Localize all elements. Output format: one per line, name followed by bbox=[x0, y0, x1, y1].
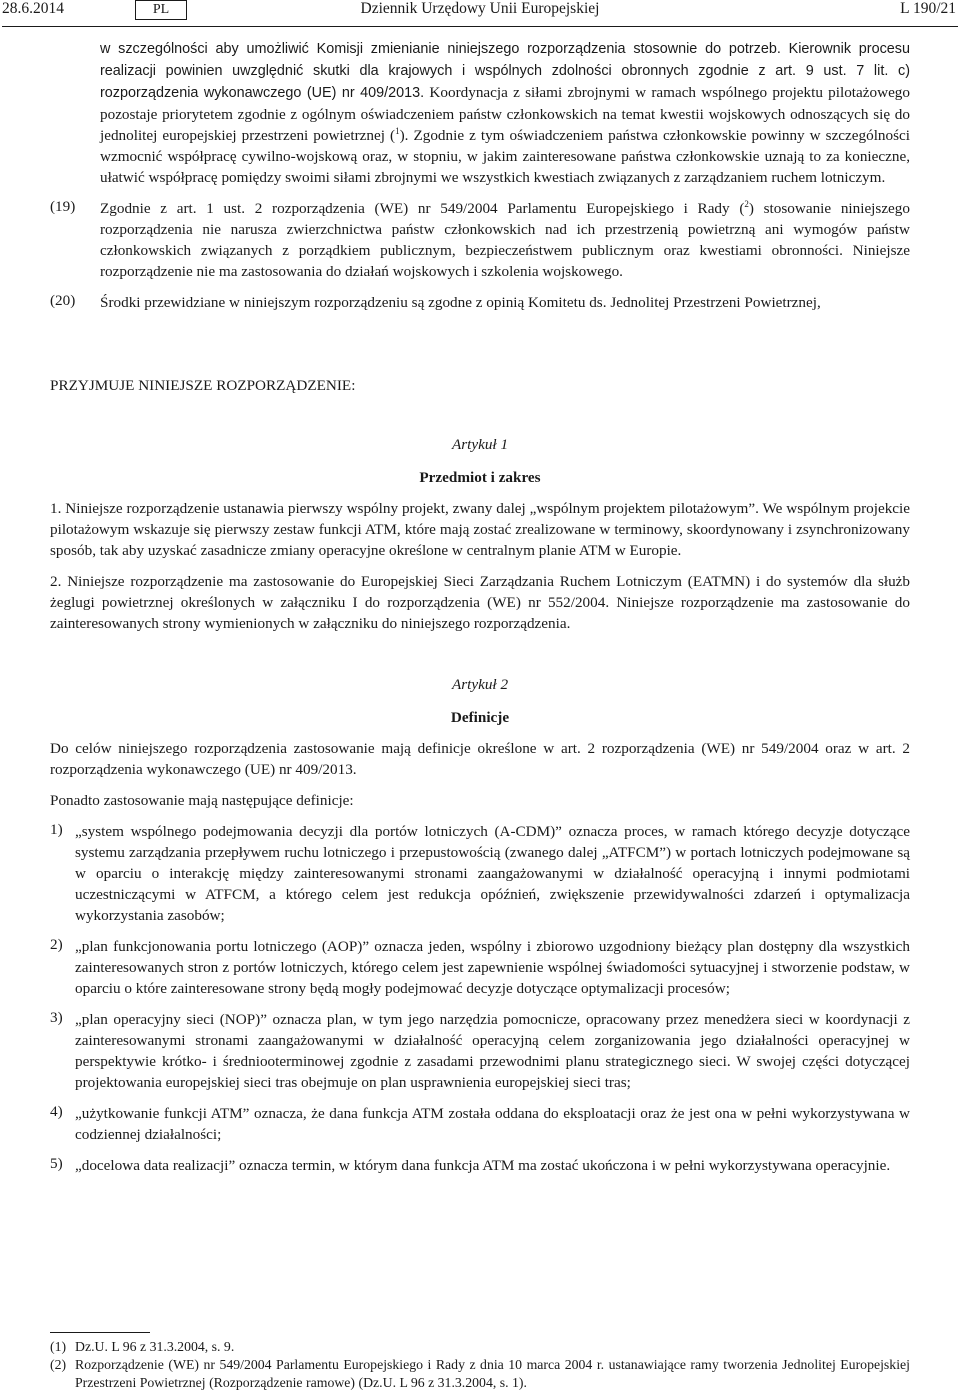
article-1-number: Artykuł 1 bbox=[451, 436, 509, 453]
recital-text: Zgodnie z art. 1 ust. 2 rozporządzenia (WE) nr 549/2004 Parlamentu Europejskiego i Rady ($^2$) stosowanie niniejszego rozporządzenia nie narusza zwierzchnictwa państw członkowskich nad ich przestrzenią powietrzną ani wymogów państw członkowskich związanych z porządkiem publicznym, bezpieczeństwem publicznym oraz kwestiami obronności. Niniejsze rozporządzenie nie ma zastosowania do działań wojskowych i szkolenia wojskowego. bbox=[100, 198, 910, 280]
header-rule bbox=[2, 26, 958, 27]
definition-item: 5) „docelowa data realizacji” oznacza termin, w którym dana funkcja ATM ma zostać ukończona i w pełni wykorzystywana operacyjnie. bbox=[50, 1155, 891, 1174]
article-2-title: Definicje bbox=[450, 709, 510, 726]
document-body bbox=[50, 38, 910, 1186]
journal-title: Dziennik Urzędowy Unii Europejskiej bbox=[360, 0, 600, 17]
footnote-2: (2) Rozporządzenie (WE) nr 549/2004 Parlamentu Europejskiego i Rady z dnia 10 marca 2004 r. ustanawiające ramy tworzenia Jednolitej Europejskiej Przestrzeni Powietrznej (Rozporządzenie ramowe) (Dz.U. L 96 z 31.3.2004, s. 1). bbox=[50, 1357, 910, 1390]
recital-number: (19) bbox=[50, 198, 76, 215]
article-1-paragraph-1: 1. Niniejsze rozporządzenie ustanawia pierwszy wspólny projekt, zwany dalej „wspólnym projektem pilotażowym”. We wspólnym projekcie pilotażowym wskazuje się pierwszy zestaw funkcji ATM, które mają zostać zrealizowane w terminowy, skoordynowany i zsynchronizowany sposób, tak aby uzyskać zasadnicze zmiany operacyjne określone w centralnym planie ATM w Europie. bbox=[50, 500, 910, 559]
definition-item: 2) „plan funkcjonowania portu lotniczego (AOP)” oznacza jeden, wspólny i zbiorowo uzgodniony bieżący plan dostępny dla wszystkich zainteresowanych stron z portów lotniczych, którego celem jest zapewnienie wspólnej świadomości sytuacyjnej i stworzenie podstaw, w oparciu o które zainteresowane strony będą mogły podejmować decyzje dotyczące optymalizacji procesów; bbox=[50, 936, 910, 997]
article-1-paragraph-2: 2. Niniejsze rozporządzenie ma zastosowanie do Europejskiej Sieci Zarządzania Ruchem Lotniczym (EATMN) i do systemów dla służb żeglugi powietrznej określonych w załączniku I do rozporządzenia (WE) nr 552/2004. Niniejsze rozporządzenie ma zastosowanie do zainteresowanych strony wymienionych w załączniku do niniejszego rozporządzenia. bbox=[50, 573, 910, 632]
recital-number: (20) bbox=[50, 292, 76, 309]
publication-date: 28.6.2014 bbox=[2, 0, 64, 17]
definition-item: 4) „użytkowanie funkcji ATM” oznacza, że dana funkcja ATM została oddana do eksploatacji oraz że jest ona w pełni wykorzystywana w codziennej działalności; bbox=[50, 1103, 910, 1143]
recital-19 bbox=[50, 198, 910, 282]
article-2-number: Artykuł 2 bbox=[451, 676, 509, 693]
recital-text: Środki przewidziane w niniejszym rozporządzeniu są zgodne z opinią Komitetu ds. Jednolitej Przestrzeni Powietrznej, bbox=[100, 294, 821, 311]
footnotes bbox=[50, 1338, 910, 1392]
article-2-paragraph-1: Do celów niniejszego rozporządzenia zastosowanie mają definicje określone w art. 2 rozporządzenia (WE) nr 549/2004 oraz w art. 2 rozporządzenia wykonawczego (UE) nr 409/2013. bbox=[50, 740, 910, 778]
article-2-paragraph-2: Ponadto zastosowanie mają następujące definicje: bbox=[50, 792, 354, 809]
definition-item: 1) „system wspólnego podejmowania decyzji dla portów lotniczych (A-CDM)” oznacza proces, w ramach którego decyzje dotyczące systemu zarządzania przepływem ruchu lotniczego i przepustowością (zwanego dalej „ATFCM”) w portach lotniczych podejmowane są w oparciu o interakcję między zainteresowanymi stronami zaangażowanymi w działalność operacyjną i innymi podmiotami uczestniczącymi w ATFCM, a którego celem jest redukcja opóźnień, zwiększenie przewidywalności zdarzeń i optymalizacja wykorzystania zasobów; bbox=[50, 821, 910, 924]
definition-item: 3) „plan operacyjny sieci (NOP)” oznacza plan, w tym jego narzędzia pomocnicze, opracowany przez menedżera sieci w koordynacji z zainteresowanymi stronami zaangażowanymi w działalność operacyjną celem zorganizowania jego działalności operacyjnej w perspektywie krótko- i średniooterminowej zgodnie z zasadami przewodnimi planu strategicznego sieci. W swojej części dotyczącej projektowania europejskiej sieci tras obejmuje on plan usprawnienia europejskiej sieci tras; bbox=[50, 1009, 910, 1091]
footnote-1: (1) Dz.U. L 96 z 31.3.2004, s. 9. bbox=[50, 1339, 235, 1354]
recital-18-continuation: w szczególności aby umożliwić Komisji zmienianie niniejszego rozporządzenia stosownie do potrzeb. Kierownik procesu realizacji powinien uwzględnić skutki dla krajowych i wspólnych zdolności obronnych zgodnie z art. 9 ust. 7 lit. c) rozporządzenia wykonawczego (UE) nr 409/2013. Koordynacja z siłami zbrojnymi w ramach wspólnego projektu pilotażowego pozostaje priorytetem zgodnie z ogólnym oświadczeniem państw członkowskich na temat kwestii wojskowych odnoszących się do jednolitej europejskiej przestrzeni powietrznej ($^1$). Zgodnie z tym oświadczeniem państwa członkowskie powinny w szczególności wzmocnić współpracę cywilno-wojskową oraz, w stopniu, w jakim zainteresowane państwa członkowskie uznają to za konieczne, ułatwić współpracę pomiędzy swoimi siłami zbrojnymi we wszystkich kwestiach związanych z zarządzaniem ruchem lotniczym. bbox=[100, 41, 910, 186]
footnote-rule bbox=[50, 1332, 150, 1333]
article-1-title: Przedmiot i zakres bbox=[419, 469, 541, 486]
adoption-formula: PRZYJMUJE NINIEJSZE ROZPORZĄDZENIE: bbox=[50, 377, 356, 394]
language-badge: PL bbox=[135, 0, 187, 20]
page-number: L 190/21 bbox=[900, 0, 956, 17]
recital-20 bbox=[50, 292, 910, 313]
page-header bbox=[0, 0, 960, 22]
definitions-list bbox=[50, 821, 910, 1176]
